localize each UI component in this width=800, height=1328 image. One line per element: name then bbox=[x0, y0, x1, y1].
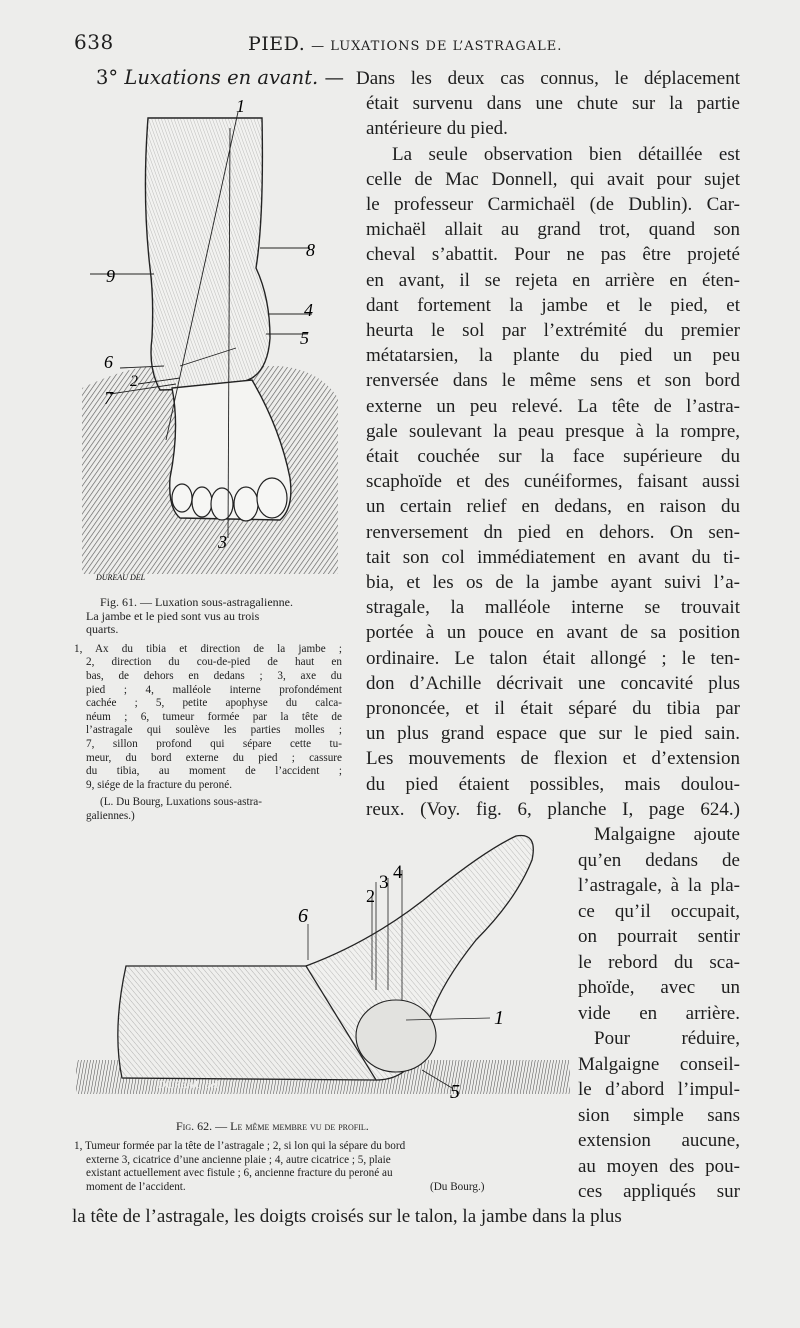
fig61-label-9: 9 bbox=[106, 266, 115, 286]
figure-62-legend-line: existant actuellement avec fistule ; 6, ancienne fracture du peroné au bbox=[86, 1167, 393, 1180]
section-heading bbox=[96, 66, 344, 89]
fig61-label-7: 7 bbox=[104, 388, 113, 408]
figure-61-source-line: (L. Du Bourg, Luxations sous-astra- bbox=[100, 796, 262, 809]
foot-profile-drawing bbox=[76, 830, 570, 1100]
bottom-text-line: la tête de l’astragale, les doigts croisés sur le talon, la jambe dans la plus bbox=[72, 1206, 622, 1227]
text-line: au moyen des pou- bbox=[578, 1155, 740, 1177]
figure-62-source: (Du Bourg.) bbox=[430, 1180, 485, 1193]
text-line: le d’abord l’impul- bbox=[578, 1079, 740, 1100]
text-line: bia, et les os de la jambe ayant suivi l’a- bbox=[366, 572, 740, 593]
fig61-artist-signature: DUREAU DEL bbox=[96, 573, 146, 582]
text-line: on pourrait sentir bbox=[578, 926, 740, 947]
fig62-label-1: 1 bbox=[494, 1007, 504, 1029]
text-line: Dans les deux cas connus, le déplacement bbox=[356, 68, 740, 89]
figure-61-legend-line: cachée ; 5, petite apophyse du calca- bbox=[86, 697, 342, 710]
text-line: reux. (Voy. fig. 6, planche I, page 624.) bbox=[366, 798, 740, 820]
text-line: l’astragale, à la pla- bbox=[578, 875, 740, 896]
figure-61-source-line: galiennes.) bbox=[86, 810, 135, 822]
text-line: heurta le sol par l’extrémité du premier bbox=[366, 320, 740, 341]
figure-61-illustration bbox=[80, 98, 340, 582]
fig61-label-3: 3 bbox=[218, 532, 227, 552]
text-line: La seule observation bien détaillée est bbox=[392, 143, 740, 165]
text-line: était survenu dans une chute sur la partie bbox=[366, 93, 740, 115]
fig61-label-5: 5 bbox=[300, 328, 309, 348]
text-line: ce qu’il occupait, bbox=[578, 900, 740, 922]
figure-61-caption-line: La jambe et le pied sont vus au trois bbox=[86, 608, 260, 623]
figure-61-legend-line: du tibia, au moment de l’accident ; bbox=[86, 765, 342, 778]
text-line: Malgaigne conseil- bbox=[578, 1053, 740, 1075]
text-line: le rebord du sca- bbox=[578, 951, 740, 973]
text-line: Les mouvements de flexion et d’extension bbox=[366, 748, 740, 770]
figure-61-caption-line: quarts. bbox=[86, 622, 119, 637]
fig61-label-1: 1 bbox=[236, 98, 245, 116]
text-line: ordinaire. Le talon était allongé ; le ten- bbox=[366, 647, 740, 669]
figure-61-legend-line: pied ; 4, malléole interne profondément bbox=[86, 683, 342, 696]
figure-62-legend-line: 1, Tumeur formée par la tête de l’astragale ; 2, si lon qui la sépare du bord bbox=[74, 1140, 406, 1152]
text-line: gale soulevant la peau presque à la rompre, bbox=[366, 420, 740, 442]
figure-61-legend-line: néum ; 6, tumeur formée par la tête de bbox=[86, 710, 342, 723]
figure-62-caption bbox=[176, 1120, 369, 1134]
foot-front-view-drawing bbox=[80, 98, 340, 582]
figure-62-caption-text: Fig. 62. — Le même membre vu de profil. bbox=[176, 1119, 369, 1133]
text-line: cheval s’abattit. Pour ne pas être projeté bbox=[366, 244, 740, 266]
text-line: était couchée sur la face supérieure du bbox=[366, 446, 740, 467]
fig61-label-6: 6 bbox=[104, 352, 113, 372]
text-line: un plus grand espace que sur le pied sain. bbox=[366, 723, 740, 745]
text-line: portée à un pouce en avant de sa position bbox=[366, 622, 740, 644]
text-line: tait son col immédiatement en avant du ti- bbox=[366, 546, 740, 568]
fig61-label-4: 4 bbox=[304, 300, 313, 320]
figure-61-legend-line: 7, sillon profond qui sépare cette tu- bbox=[86, 738, 342, 750]
page-number: 638 bbox=[74, 30, 114, 54]
text-line: don d’Achille décrivait une concavité plus bbox=[366, 672, 740, 694]
figure-61-legend-line: 1, Ax du tibia et direction de la jambe ; bbox=[74, 642, 342, 655]
text-line: michaël allait au grand trot, quand son bbox=[366, 219, 740, 241]
fig62-label-3: 3 bbox=[379, 872, 389, 893]
text-line: métatarsien, la plante du pied un peu bbox=[366, 345, 740, 367]
text-line: Pour réduire, bbox=[594, 1028, 740, 1049]
figure-61-legend-line: meur, du bord externe du pied ; cassure bbox=[86, 751, 342, 764]
text-line: qu’en dedans de bbox=[578, 849, 740, 871]
figure-61-legend-line: 9, siége de la fracture du peroné. bbox=[86, 778, 232, 791]
header-title-sub: — LUXATIONS DE L’ASTRAGALE. bbox=[311, 39, 563, 54]
text-line: le professeur Carmichaël (de Dublin). Car- bbox=[366, 194, 740, 215]
text-line: antérieure du pied. bbox=[366, 118, 508, 140]
fig62-label-2: 2 bbox=[366, 886, 375, 906]
figure-61-legend-line: 2, direction du cou-de-pied de haut en bbox=[86, 656, 342, 669]
running-header bbox=[248, 33, 562, 55]
fig61-label-2: 2 bbox=[130, 373, 138, 390]
text-line: un certain relief en dedans, en raison du bbox=[366, 496, 740, 518]
text-line: externe un peu relevé. La tête de l’astra- bbox=[366, 395, 740, 417]
fig61-label-8: 8 bbox=[306, 240, 315, 260]
header-title-main: PIED. bbox=[248, 33, 306, 55]
figure-61-caption-line: Fig. 61. — Luxation sous-astragalienne. bbox=[100, 595, 293, 609]
figure-62-illustration bbox=[76, 830, 570, 1100]
text-line: du pied étaient possibles, mais doulou- bbox=[366, 773, 740, 795]
text-line: ces appliqués sur bbox=[578, 1181, 740, 1202]
section-number: 3° bbox=[96, 66, 119, 89]
text-line: Malgaigne ajoute bbox=[594, 824, 740, 845]
figure-62-legend-line: moment de l’accident. bbox=[86, 1180, 186, 1193]
text-line: scaphoïde et des cunéiformes, faisant aussi bbox=[366, 471, 740, 493]
text-line: stragale, la malléole interne se trouvait bbox=[366, 597, 740, 619]
text-line: dant fortement la jambe et le pied, et bbox=[366, 294, 740, 316]
text-line: prononcée, et il était séparé du tibia par bbox=[366, 698, 740, 719]
section-title: Luxations en avant. bbox=[124, 66, 319, 89]
fig62-label-4: 4 bbox=[393, 862, 403, 883]
fig62-label-5: 5 bbox=[450, 1081, 460, 1100]
text-line: phoïde, avec un bbox=[578, 977, 740, 998]
section-dash: — bbox=[324, 66, 344, 89]
figure-61-legend-line: bas, de dehors en dedans ; 3, axe du bbox=[86, 670, 342, 682]
figure-62-legend-line: externe 3, cicatrice d’une ancienne plaie ; 4, autre cicatrice ; 5, plaie bbox=[86, 1153, 391, 1166]
text-line: renversement dn pied en dehors. On sen- bbox=[366, 521, 740, 543]
text-line: extension aucune, bbox=[578, 1130, 740, 1151]
fig62-label-6: 6 bbox=[298, 905, 308, 927]
text-line: vide en arrière. bbox=[578, 1002, 740, 1024]
figure-61-legend-line: l’astragale qui soulève les parties molles ; bbox=[86, 724, 342, 737]
fig62-artist-signature: DUREAU del bbox=[158, 1079, 219, 1091]
text-line: celle de Mac Donnell, qui avait pour sujet bbox=[366, 168, 740, 190]
text-line: en avant, il se rejeta en arrière en éten- bbox=[366, 269, 740, 291]
text-line: sion simple sans bbox=[578, 1104, 740, 1126]
text-line: renversée dans le même sens et son bord bbox=[366, 370, 740, 392]
